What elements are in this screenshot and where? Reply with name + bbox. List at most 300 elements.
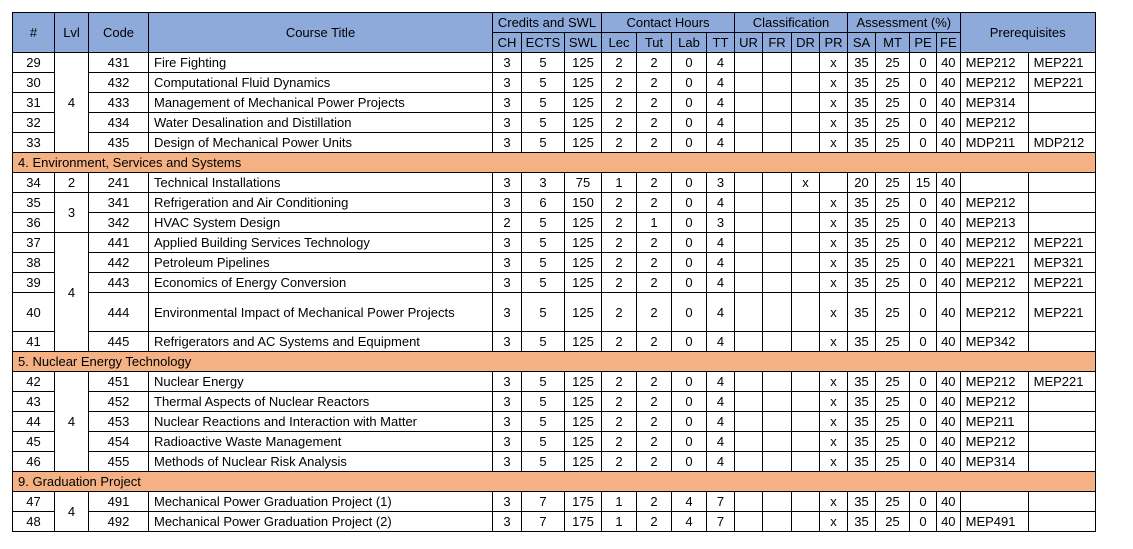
cell-lec: 2 (602, 273, 637, 293)
cell-lab: 0 (672, 392, 707, 412)
cell-sa: 35 (848, 512, 876, 532)
cell-lab: 0 (672, 273, 707, 293)
header-contact: Contact Hours (602, 13, 735, 33)
cell-ch: 3 (493, 332, 522, 352)
prerequisite-2 (1028, 512, 1095, 532)
prerequisite-2 (1028, 93, 1095, 113)
cell-pr: x (820, 233, 848, 253)
cell-lab: 0 (672, 233, 707, 253)
course-title: Water Desalination and Distillation (149, 113, 493, 133)
cell-lab: 0 (672, 332, 707, 352)
cell-ur (735, 293, 763, 332)
cell-ch: 3 (493, 93, 522, 113)
cell-lab: 0 (672, 412, 707, 432)
header-credits: Credits and SWL (493, 13, 602, 33)
course-title: HVAC System Design (149, 213, 493, 233)
subheader-swl: SWL (565, 33, 602, 53)
course-code: 492 (89, 512, 149, 532)
row-number: 41 (13, 332, 55, 352)
cell-fe: 40 (937, 133, 961, 153)
cell-ch: 3 (493, 392, 522, 412)
course-code: 455 (89, 452, 149, 472)
row-number: 42 (13, 372, 55, 392)
cell-fr (763, 213, 792, 233)
cell-ur (735, 452, 763, 472)
cell-ects: 3 (522, 173, 565, 193)
cell-ects: 5 (522, 273, 565, 293)
prerequisite-1: MEP221 (960, 253, 1028, 273)
cell-swl: 75 (565, 173, 602, 193)
cell-lab: 0 (672, 293, 707, 332)
course-code: 452 (89, 392, 149, 412)
course-title: Radioactive Waste Management (149, 432, 493, 452)
cell-pe: 0 (910, 372, 937, 392)
cell-lec: 2 (602, 233, 637, 253)
prerequisite-2: MEP321 (1028, 253, 1095, 273)
cell-lab: 0 (672, 133, 707, 153)
cell-pe: 0 (910, 273, 937, 293)
cell-swl: 125 (565, 113, 602, 133)
course-title: Mechanical Power Graduation Project (1) (149, 492, 493, 512)
course-code: 341 (89, 193, 149, 213)
cell-lec: 1 (602, 492, 637, 512)
cell-tut: 2 (637, 253, 672, 273)
prerequisite-1: MEP314 (960, 452, 1028, 472)
level-cell: 4 (55, 233, 89, 352)
cell-tt: 3 (707, 213, 735, 233)
row-number: 33 (13, 133, 55, 153)
cell-dr (792, 133, 820, 153)
cell-fr (763, 233, 792, 253)
table-row (13, 173, 1096, 193)
prerequisite-2: MEP221 (1028, 53, 1095, 73)
prerequisite-2: MEP221 (1028, 73, 1095, 93)
cell-mt: 25 (876, 332, 910, 352)
prerequisite-1: MEP212 (960, 53, 1028, 73)
cell-dr (792, 73, 820, 93)
cell-dr (792, 372, 820, 392)
cell-ects: 5 (522, 233, 565, 253)
cell-ur (735, 53, 763, 73)
prerequisite-2 (1028, 452, 1095, 472)
course-code: 444 (89, 293, 149, 332)
course-title: Fire Fighting (149, 53, 493, 73)
course-title: Refrigeration and Air Conditioning (149, 193, 493, 213)
course-code: 441 (89, 233, 149, 253)
cell-pe: 0 (910, 432, 937, 452)
cell-swl: 125 (565, 253, 602, 273)
prerequisite-1: MEP212 (960, 193, 1028, 213)
section-row (13, 153, 1096, 173)
cell-dr (792, 213, 820, 233)
cell-fr (763, 273, 792, 293)
cell-ch: 2 (493, 213, 522, 233)
cell-tt: 7 (707, 492, 735, 512)
course-code: 241 (89, 173, 149, 193)
row-number: 29 (13, 53, 55, 73)
course-code: 433 (89, 93, 149, 113)
row-number: 34 (13, 173, 55, 193)
prerequisite-1: MEP212 (960, 372, 1028, 392)
table-row (13, 332, 1096, 352)
cell-tt: 4 (707, 133, 735, 153)
course-code: 454 (89, 432, 149, 452)
prerequisite-2 (1028, 392, 1095, 412)
cell-mt: 25 (876, 432, 910, 452)
cell-ch: 3 (493, 512, 522, 532)
cell-swl: 125 (565, 392, 602, 412)
cell-tt: 4 (707, 73, 735, 93)
header-prerequisites: Prerequisites (960, 13, 1095, 53)
cell-fr (763, 492, 792, 512)
cell-pr: x (820, 213, 848, 233)
course-title: Design of Mechanical Power Units (149, 133, 493, 153)
cell-mt: 25 (876, 173, 910, 193)
cell-swl: 125 (565, 432, 602, 452)
course-title: Environmental Impact of Mechanical Power Projects (149, 293, 493, 332)
header-lvl: Lvl (55, 13, 89, 53)
cell-mt: 25 (876, 233, 910, 253)
cell-sa: 35 (848, 253, 876, 273)
cell-pr: x (820, 412, 848, 432)
cell-ects: 5 (522, 133, 565, 153)
cell-fe: 40 (937, 213, 961, 233)
course-code: 451 (89, 372, 149, 392)
table-row (13, 372, 1096, 392)
cell-lab: 0 (672, 173, 707, 193)
cell-tt: 4 (707, 452, 735, 472)
cell-tut: 2 (637, 512, 672, 532)
cell-sa: 35 (848, 372, 876, 392)
cell-lec: 2 (602, 113, 637, 133)
cell-tt: 4 (707, 53, 735, 73)
cell-ur (735, 73, 763, 93)
cell-sa: 35 (848, 332, 876, 352)
course-title: Nuclear Reactions and Interaction with Matter (149, 412, 493, 432)
cell-pr: x (820, 133, 848, 153)
table-row (13, 293, 1096, 332)
row-number: 30 (13, 73, 55, 93)
cell-sa: 20 (848, 173, 876, 193)
cell-ects: 5 (522, 53, 565, 73)
cell-ch: 3 (493, 113, 522, 133)
course-code: 442 (89, 253, 149, 273)
course-title: Technical Installations (149, 173, 493, 193)
prerequisite-1: MEP212 (960, 273, 1028, 293)
cell-ch: 3 (493, 173, 522, 193)
cell-ur (735, 432, 763, 452)
cell-pe: 0 (910, 452, 937, 472)
cell-lab: 0 (672, 73, 707, 93)
cell-pe: 0 (910, 332, 937, 352)
row-number: 37 (13, 233, 55, 253)
cell-ch: 3 (493, 133, 522, 153)
cell-lab: 4 (672, 512, 707, 532)
cell-lec: 2 (602, 193, 637, 213)
cell-ects: 5 (522, 213, 565, 233)
cell-sa: 35 (848, 432, 876, 452)
course-code: 491 (89, 492, 149, 512)
cell-tut: 2 (637, 273, 672, 293)
cell-fr (763, 253, 792, 273)
cell-lec: 2 (602, 253, 637, 273)
cell-tt: 4 (707, 392, 735, 412)
cell-mt: 25 (876, 512, 910, 532)
cell-fe: 40 (937, 412, 961, 432)
cell-pr: x (820, 492, 848, 512)
cell-lec: 2 (602, 213, 637, 233)
subheader-lab: Lab (672, 33, 707, 53)
cell-pe: 0 (910, 93, 937, 113)
cell-tut: 2 (637, 492, 672, 512)
cell-ects: 5 (522, 432, 565, 452)
cell-lab: 0 (672, 372, 707, 392)
subheader-lec: Lec (602, 33, 637, 53)
level-cell: 4 (55, 53, 89, 153)
cell-mt: 25 (876, 492, 910, 512)
prerequisite-1: MEP491 (960, 512, 1028, 532)
cell-fe: 40 (937, 273, 961, 293)
row-number: 38 (13, 253, 55, 273)
cell-swl: 175 (565, 492, 602, 512)
cell-swl: 125 (565, 332, 602, 352)
cell-fr (763, 392, 792, 412)
cell-fr (763, 193, 792, 213)
cell-fe: 40 (937, 253, 961, 273)
cell-ch: 3 (493, 193, 522, 213)
table-row (13, 213, 1096, 233)
subheader-fe: FE (937, 33, 961, 53)
cell-dr (792, 293, 820, 332)
cell-sa: 35 (848, 233, 876, 253)
course-code: 453 (89, 412, 149, 432)
cell-mt: 25 (876, 392, 910, 412)
cell-tut: 2 (637, 113, 672, 133)
cell-ur (735, 173, 763, 193)
prerequisite-2: MEP221 (1028, 233, 1095, 253)
prerequisite-2 (1028, 213, 1095, 233)
cell-ch: 3 (493, 293, 522, 332)
cell-sa: 35 (848, 392, 876, 412)
cell-lec: 2 (602, 93, 637, 113)
course-table-container (12, 12, 1096, 532)
cell-pr: x (820, 53, 848, 73)
cell-fr (763, 173, 792, 193)
cell-lab: 0 (672, 193, 707, 213)
course-table (12, 12, 1096, 532)
cell-pr: x (820, 293, 848, 332)
subheader-pr: PR (820, 33, 848, 53)
course-title: Management of Mechanical Power Projects (149, 93, 493, 113)
cell-dr (792, 113, 820, 133)
cell-tt: 4 (707, 332, 735, 352)
cell-fr (763, 73, 792, 93)
cell-fe: 40 (937, 512, 961, 532)
cell-ch: 3 (493, 73, 522, 93)
table-row (13, 253, 1096, 273)
cell-fe: 40 (937, 293, 961, 332)
cell-ur (735, 213, 763, 233)
cell-tut: 2 (637, 133, 672, 153)
cell-fe: 40 (937, 432, 961, 452)
course-code: 431 (89, 53, 149, 73)
cell-tut: 2 (637, 173, 672, 193)
cell-pr: x (820, 253, 848, 273)
cell-swl: 125 (565, 412, 602, 432)
cell-mt: 25 (876, 253, 910, 273)
cell-swl: 125 (565, 372, 602, 392)
cell-dr (792, 273, 820, 293)
prerequisite-2: MDP212 (1028, 133, 1095, 153)
cell-tt: 4 (707, 412, 735, 432)
cell-fr (763, 53, 792, 73)
cell-tut: 2 (637, 392, 672, 412)
cell-dr: x (792, 173, 820, 193)
level-cell: 4 (55, 372, 89, 472)
cell-pe: 0 (910, 293, 937, 332)
cell-pe: 0 (910, 113, 937, 133)
cell-lab: 0 (672, 432, 707, 452)
cell-sa: 35 (848, 273, 876, 293)
prerequisite-1: MDP211 (960, 133, 1028, 153)
cell-fe: 40 (937, 93, 961, 113)
cell-pe: 0 (910, 233, 937, 253)
cell-sa: 35 (848, 293, 876, 332)
cell-tut: 2 (637, 293, 672, 332)
row-number: 36 (13, 213, 55, 233)
cell-mt: 25 (876, 73, 910, 93)
prerequisite-2 (1028, 193, 1095, 213)
cell-sa: 35 (848, 452, 876, 472)
subheader-mt: MT (876, 33, 910, 53)
cell-pe: 15 (910, 173, 937, 193)
cell-pr: x (820, 193, 848, 213)
table-row (13, 53, 1096, 73)
cell-tt: 3 (707, 173, 735, 193)
cell-fe: 40 (937, 173, 961, 193)
prerequisite-1: MEP212 (960, 432, 1028, 452)
cell-dr (792, 432, 820, 452)
header-code: Code (89, 13, 149, 53)
table-row (13, 432, 1096, 452)
cell-lab: 0 (672, 53, 707, 73)
cell-ch: 3 (493, 53, 522, 73)
cell-sa: 35 (848, 412, 876, 432)
cell-tt: 4 (707, 432, 735, 452)
table-row (13, 512, 1096, 532)
table-body (13, 53, 1096, 532)
cell-mt: 25 (876, 273, 910, 293)
cell-swl: 125 (565, 213, 602, 233)
table-row (13, 193, 1096, 213)
cell-pr: x (820, 372, 848, 392)
cell-pe: 0 (910, 53, 937, 73)
cell-fe: 40 (937, 492, 961, 512)
course-code: 342 (89, 213, 149, 233)
cell-lab: 0 (672, 113, 707, 133)
level-cell: 4 (55, 492, 89, 532)
cell-lec: 2 (602, 332, 637, 352)
cell-ects: 5 (522, 293, 565, 332)
course-code: 443 (89, 273, 149, 293)
cell-lec: 2 (602, 372, 637, 392)
prerequisite-2: MEP221 (1028, 372, 1095, 392)
cell-pr: x (820, 273, 848, 293)
row-number: 43 (13, 392, 55, 412)
course-title: Nuclear Energy (149, 372, 493, 392)
subheader-tt: TT (707, 33, 735, 53)
prerequisite-2 (1028, 332, 1095, 352)
prerequisite-1 (960, 492, 1028, 512)
cell-tt: 4 (707, 233, 735, 253)
table-row (13, 133, 1096, 153)
cell-pr: x (820, 332, 848, 352)
prerequisite-1: MEP213 (960, 213, 1028, 233)
subheader-pe: PE (910, 33, 937, 53)
prerequisite-1: MEP212 (960, 113, 1028, 133)
table-row (13, 452, 1096, 472)
subheader-fr: FR (763, 33, 792, 53)
prerequisite-2: MEP221 (1028, 293, 1095, 332)
cell-sa: 35 (848, 93, 876, 113)
cell-ch: 3 (493, 432, 522, 452)
cell-tut: 2 (637, 93, 672, 113)
cell-tut: 2 (637, 193, 672, 213)
cell-swl: 125 (565, 133, 602, 153)
cell-fr (763, 133, 792, 153)
prerequisite-2 (1028, 432, 1095, 452)
table-row (13, 412, 1096, 432)
cell-fr (763, 113, 792, 133)
prerequisite-1: MEP342 (960, 332, 1028, 352)
course-code: 435 (89, 133, 149, 153)
cell-fe: 40 (937, 73, 961, 93)
cell-ch: 3 (493, 253, 522, 273)
cell-fr (763, 432, 792, 452)
cell-tut: 2 (637, 332, 672, 352)
row-number: 32 (13, 113, 55, 133)
cell-swl: 125 (565, 293, 602, 332)
row-number: 39 (13, 273, 55, 293)
subheader-ch: CH (493, 33, 522, 53)
course-title: Mechanical Power Graduation Project (2) (149, 512, 493, 532)
cell-fr (763, 332, 792, 352)
cell-tut: 2 (637, 452, 672, 472)
table-row (13, 492, 1096, 512)
row-number: 31 (13, 93, 55, 113)
cell-pe: 0 (910, 193, 937, 213)
cell-lec: 2 (602, 73, 637, 93)
row-number: 46 (13, 452, 55, 472)
cell-dr (792, 93, 820, 113)
cell-sa: 35 (848, 492, 876, 512)
cell-ects: 5 (522, 73, 565, 93)
cell-lec: 2 (602, 53, 637, 73)
section-label: 5. Nuclear Energy Technology (13, 352, 1096, 372)
cell-fr (763, 412, 792, 432)
cell-ur (735, 372, 763, 392)
cell-tt: 4 (707, 193, 735, 213)
cell-lab: 0 (672, 93, 707, 113)
cell-fr (763, 372, 792, 392)
header-course-title: Course Title (149, 13, 493, 53)
cell-pe: 0 (910, 492, 937, 512)
cell-tt: 4 (707, 372, 735, 392)
cell-mt: 25 (876, 372, 910, 392)
cell-tut: 2 (637, 53, 672, 73)
cell-fr (763, 93, 792, 113)
cell-mt: 25 (876, 113, 910, 133)
